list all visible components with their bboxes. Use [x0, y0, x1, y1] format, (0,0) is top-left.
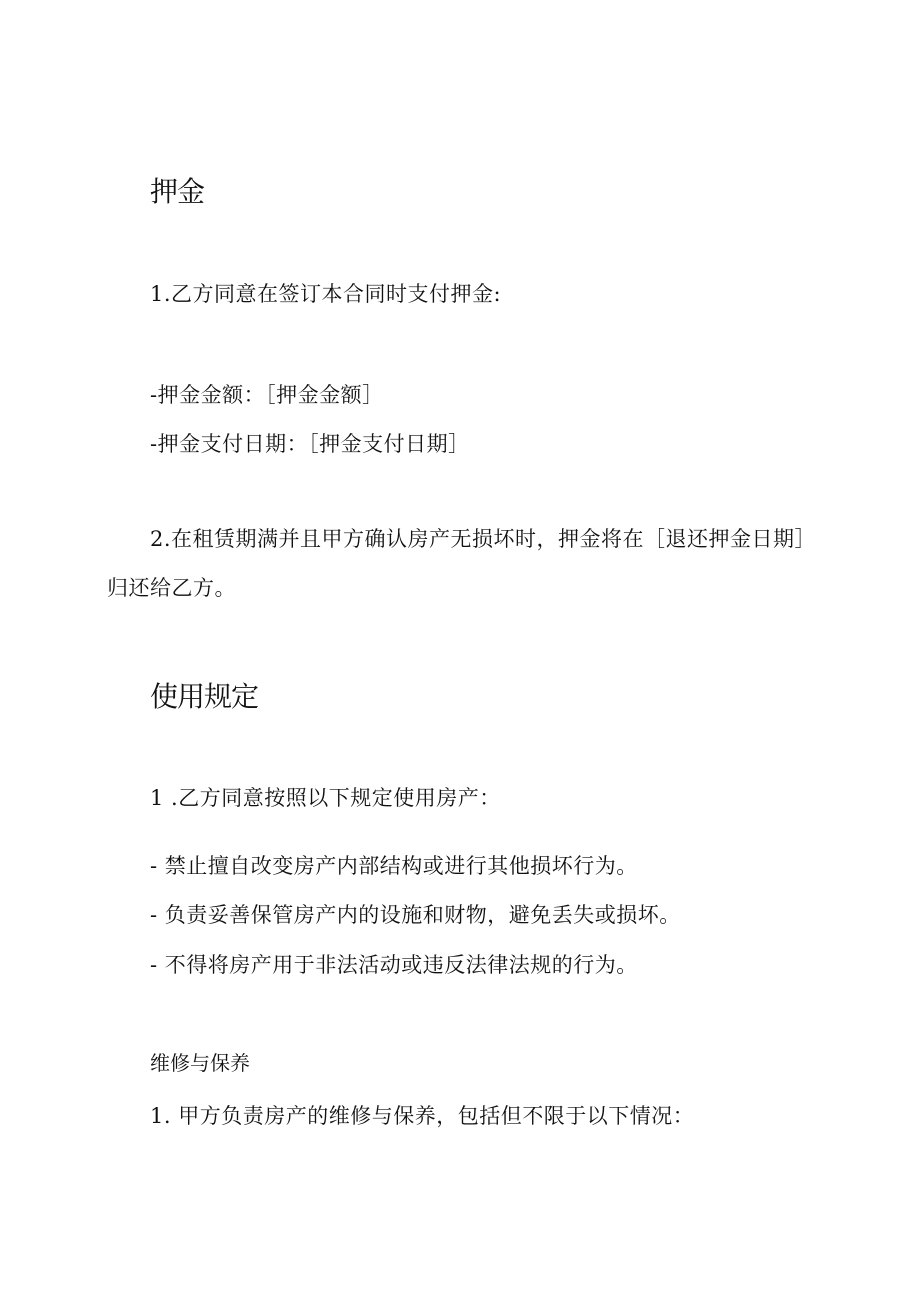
deposit-item-2-line-2: 归还给乙方。 — [107, 576, 236, 600]
usage-rule-2: - 负责妥善保管房产内的设施和财物，避免丢失或损坏。 — [150, 903, 681, 927]
usage-rule-1: - 禁止擅自改变房产内部结构或进行其他损坏行为。 — [150, 854, 638, 878]
usage-item-1: 1 .乙方同意按照以下规定使用房产： — [150, 786, 501, 810]
maintenance-item-1: 1. 甲方负责房产的维修与保养，包括但不限于以下情况： — [150, 1104, 695, 1128]
section-heading-maintenance: 维修与保养 — [150, 1051, 250, 1075]
deposit-item-1: 1.乙方同意在签订本合同时支付押金: — [150, 282, 502, 306]
deposit-amount-line: -押金金额：［押金金额］ — [150, 383, 384, 407]
section-heading-deposit: 押金 — [150, 175, 205, 208]
deposit-item-2-line-1: 2.在租赁期满并且甲方确认房产无损坏时，押金将在［退还押金日期］ — [150, 527, 817, 551]
usage-rule-3: - 不得将房产用于非法活动或违反法律法规的行为。 — [150, 953, 638, 977]
section-heading-usage: 使用规定 — [150, 680, 259, 713]
deposit-date-line: -押金支付日期：［押金支付日期］ — [150, 432, 470, 456]
